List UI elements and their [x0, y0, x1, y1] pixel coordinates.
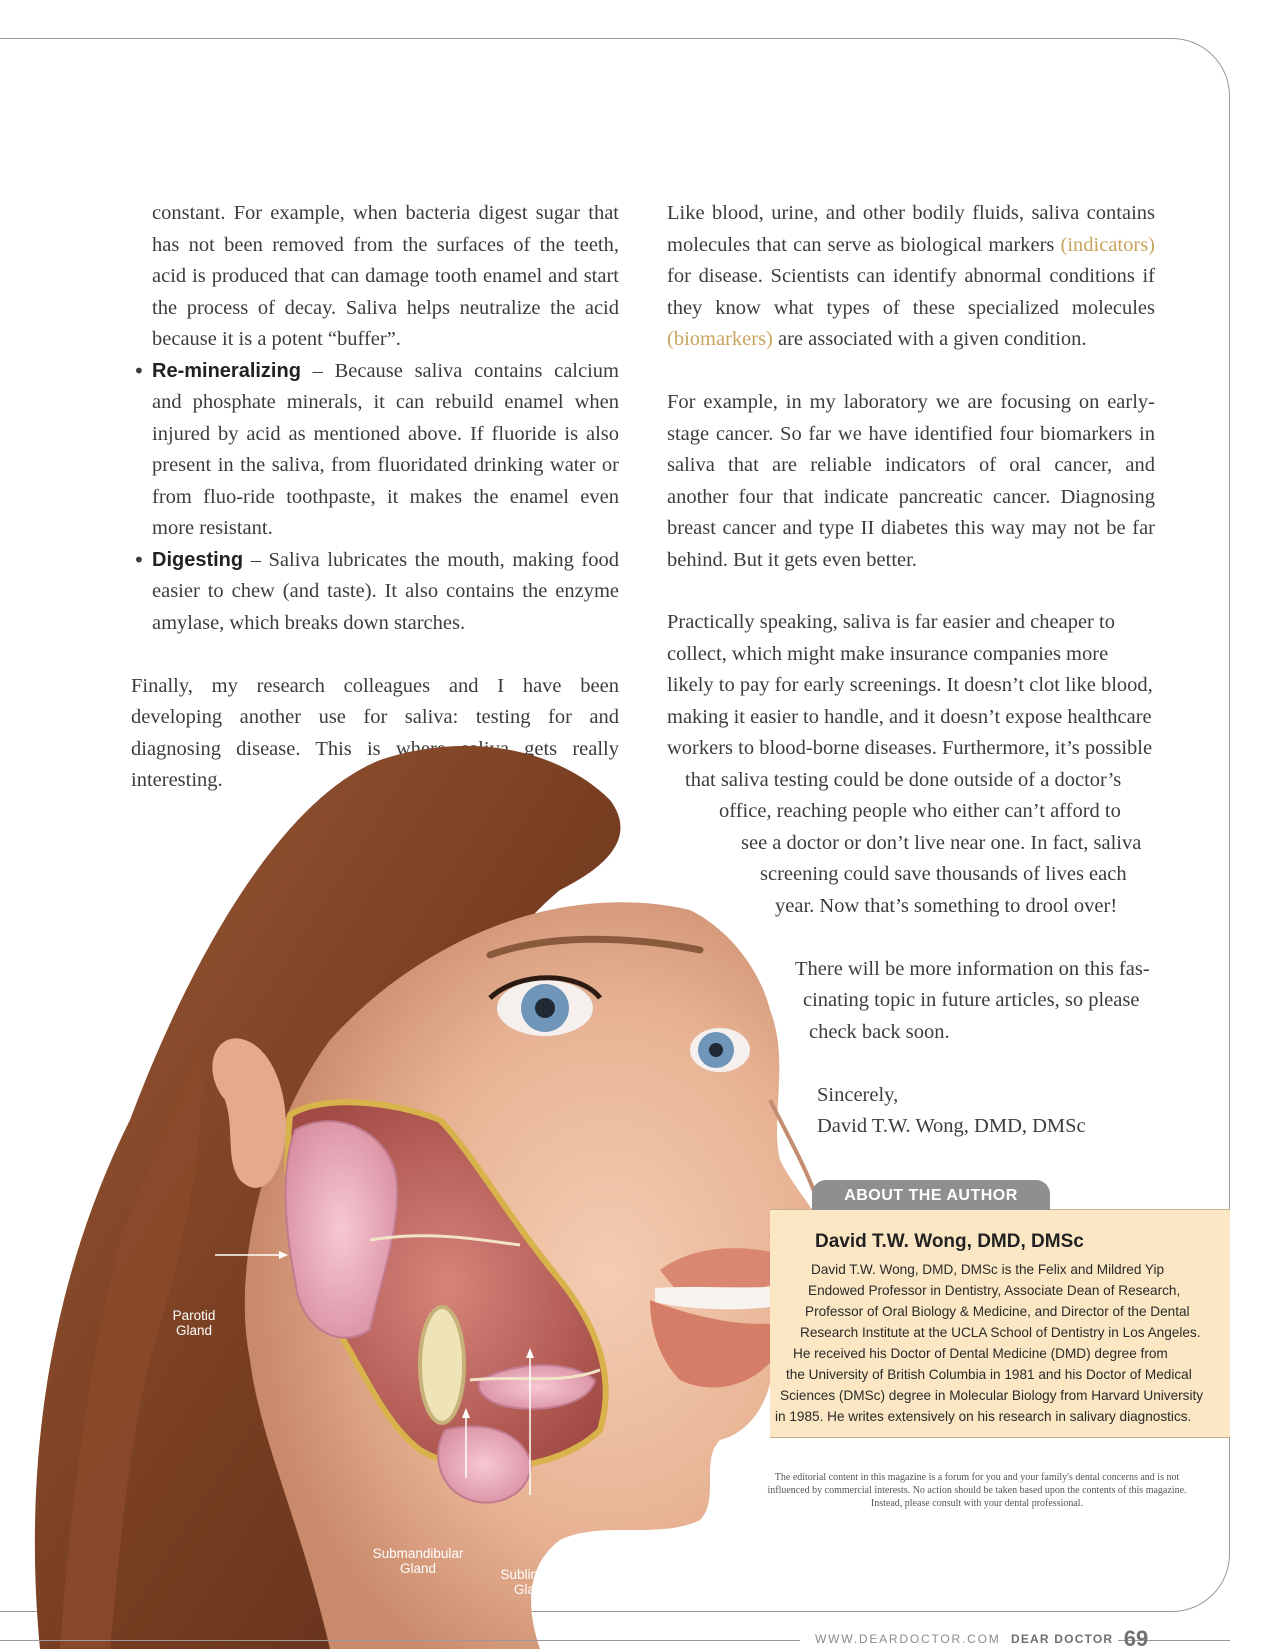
sublingual-gland-label	[492, 1567, 572, 1597]
text-run: are associated with a given condition.	[772, 328, 1087, 350]
label-line: Sublingual	[500, 1567, 564, 1582]
page-number: 69	[1123, 1626, 1149, 1651]
footer-magazine-name: DEAR DOCTOR	[1010, 1632, 1114, 1646]
practical-line: office, reaching people who either can’t afford to	[719, 800, 1121, 822]
author-bio-line: Sciences (DMSc) degree in Molecular Biology from Harvard University	[780, 1388, 1204, 1403]
future-line: cinating topic in future articles, so please	[803, 989, 1140, 1011]
author-bio-line: Professor of Oral Biology & Medicine, and Director of the Dental	[805, 1304, 1190, 1319]
label-line: Gland	[513, 1582, 551, 1597]
footer-rule-left	[0, 1640, 800, 1641]
continued-paragraph: constant. For example, when bacteria digest sugar that has not been removed from the surfaces of the teeth, acid is produced that can damage tooth enamel and start the process of decay. Saliva helps neutralize the acid because it is a potent “buffer”.	[152, 202, 619, 350]
cancer-paragraph: For example, in my laboratory we are focusing on early-stage cancer. So far we have identified four biomarkers in saliva that are reliable indicators of oral cancer, and another four that indicate pancreatic cancer. Diagnosing breast cancer and type II diabetes this way may not be far behind. But it gets even better.	[667, 391, 1155, 571]
editorial-disclaimer: The editorial content in this magazine is a forum for you and your family's dental concerns and is not influenced by commercial interests. No action should be taken based upon the contents of this magazine. Instead, please consult with your dental professional.	[767, 1472, 1187, 1509]
footer-url[interactable]: WWW.DEARDOCTOR.COM	[815, 1632, 1001, 1646]
term-biomarkers: (biomarkers)	[667, 328, 773, 350]
footer	[815, 1626, 1148, 1652]
author-bio-line: the University of British Columbia in 1981 and his Doctor of Medical	[786, 1367, 1192, 1382]
future-line: There will be more information on this fas-	[795, 957, 1150, 980]
author-bio-line: in 1985. He writes extensively on his research in salivary diagnostics.	[775, 1409, 1192, 1424]
label-line: Parotid	[172, 1308, 216, 1323]
label-line: Gland	[399, 1561, 437, 1576]
future-line: check back soon.	[809, 1020, 950, 1043]
bullet-digesting	[131, 545, 619, 640]
practical-line: workers to blood-borne diseases. Furthermore, it’s possible	[667, 737, 1153, 759]
bullet-text: – Saliva lubricates the mouth, making food easier to chew (and taste). It also contains the enzyme amylase, which breaks down starches.	[152, 548, 619, 634]
author-bio-line: David T.W. Wong, DMD, DMSc is the Felix and Mildred Yip	[811, 1262, 1165, 1277]
label-line: Submandibular	[372, 1546, 464, 1561]
author-bio-line: He received his Doctor of Dental Medicine (DMD) degree from	[793, 1346, 1168, 1361]
about-author-tab: ABOUT THE AUTHOR	[812, 1180, 1050, 1210]
term-indicators: (indicators)	[1060, 233, 1155, 256]
practical-line: year. Now that’s something to drool over!	[775, 894, 1118, 917]
practical-line: making it easier to handle, and it doesn’t expose healthcare	[667, 705, 1152, 728]
right-column	[667, 198, 1155, 576]
practical-line: see a doctor or don’t live near one. In fact, saliva	[741, 831, 1142, 854]
text-run: Like blood, urine, and other bodily fluids, saliva contains molecules that can serve as biological markers	[667, 202, 1155, 256]
biomarkers-paragraph	[667, 198, 1155, 356]
bullet-term: Digesting	[152, 548, 244, 571]
practical-line: collect, which might make insurance companies more	[667, 642, 1109, 665]
submandibular-gland-label	[368, 1546, 468, 1576]
author-bio-line: Research Institute at the UCLA School of Dentistry in Los Angeles.	[800, 1325, 1201, 1340]
signature: David T.W. Wong, DMD, DMSc	[817, 1115, 1086, 1137]
bullet-term: Re-mineralizing	[152, 359, 301, 382]
author-name: David T.W. Wong, DMD, DMSc	[815, 1231, 1084, 1252]
signoff: Sincerely,	[817, 1083, 899, 1106]
bullet-remineralizing	[131, 356, 619, 545]
closing-paragraph: Finally, my research colleagues and I have been developing another use for saliva: testing for and diagnosing disease. This is where saliva gets really interesting.	[131, 674, 619, 791]
practical-line: that saliva testing could be done outside of a doctor’s	[685, 768, 1122, 791]
author-bio-line: Endowed Professor in Dentistry, Associate Dean of Research,	[808, 1283, 1181, 1298]
text-run: for disease. Scientists can identify abnormal conditions if they know what types of these specialized molecules	[667, 265, 1155, 319]
left-column	[131, 198, 619, 797]
practical-line: screening could save thousands of lives each	[760, 863, 1127, 885]
label-line: Gland	[175, 1323, 213, 1338]
bullet-text: – Because saliva contains calcium and phosphate minerals, it can rebuild enamel when injured by acid as mentioned above. If fluoride is also present in the saliva, from fluoridated drinking water or from fluo-ride toothpaste, it makes the enamel even more resistant.	[152, 359, 619, 539]
parotid-gland-label	[168, 1308, 220, 1338]
practical-line: likely to pay for early screenings. It doesn’t clot like blood,	[667, 674, 1153, 696]
practical-line: Practically speaking, saliva is far easier and cheaper to	[667, 611, 1115, 633]
